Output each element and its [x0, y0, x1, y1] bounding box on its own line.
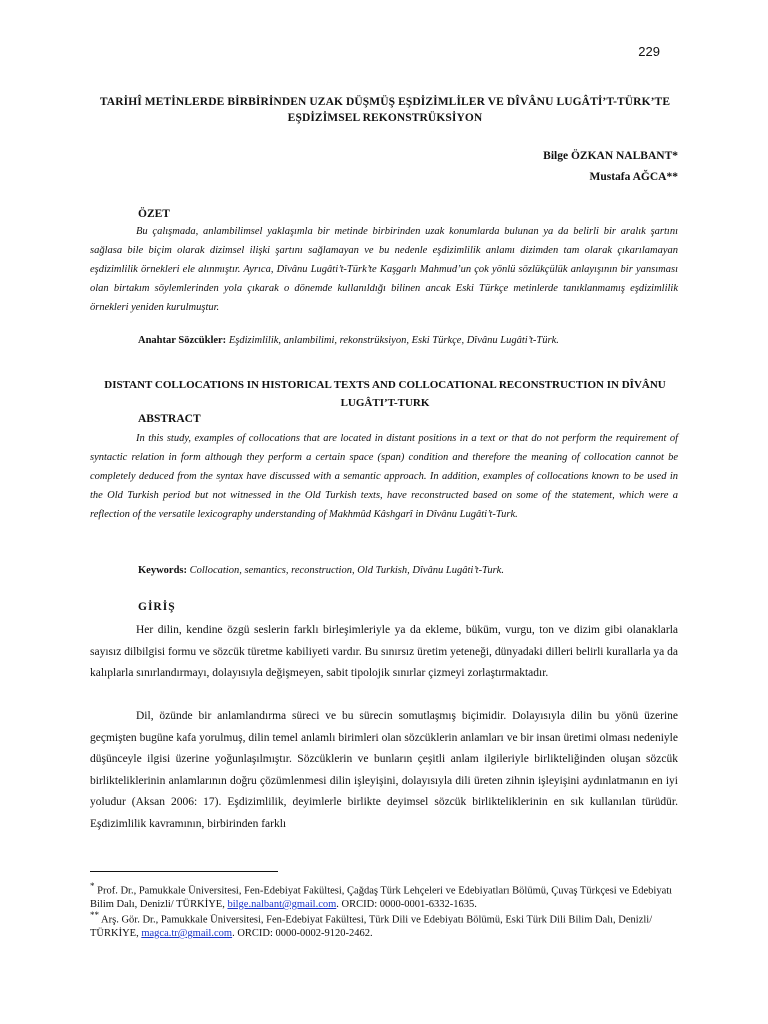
author-2: Mustafa AĞCA**: [589, 171, 678, 183]
abstract-heading: ABSTRACT: [138, 413, 201, 425]
ozet-keywords: [138, 335, 559, 346]
footnote-2-text: Arş. Gör. Dr., Pamukkale Üniversitesi, Fen-Edebiyat Fakültesi, Türk Dili ve Edebiyatı Bölümü, Eski Türk Dili Bilim Dalı, Denizli/ TÜRKİYE,: [90, 914, 653, 939]
abstract-keywords-text: Collocation, semantics, reconstruction, Old Turkish, Dîvânu Lugâti’t-Turk.: [189, 565, 504, 576]
ozet-keywords-text: Eşdizimlilik, anlambilimi, rekonstrüksiyon, Eski Türkçe, Dîvânu Lugâti’t-Türk.: [228, 335, 559, 346]
footnote-1-mark: *: [90, 881, 95, 891]
footnote-divider: [90, 871, 278, 872]
giris-paragraph-1: Her dilin, kendine özgü seslerin farklı birleşimleriyle ya da ekleme, büküm, vurgu, ton ve dizim gibi olanaklarla sayısız dilbilgisi formu ve sözcük türetme kabiliyeti vardır. Bu sınırsız üretim yeteneği, dünyadaki dilleri belirli kurallarla ya da kalıplarla sınırlandırmayı, dolayısıyla değişmeyen, sabit tipolojik sınırlar çizmeyi zorlaştırmaktadır.: [90, 624, 678, 679]
page-number: 229: [638, 44, 660, 59]
author-1: Bilge ÖZKAN NALBANT*: [543, 150, 678, 162]
footnote-2-orcid: . ORCID: 0000-0002-9120-2462.: [232, 928, 373, 939]
abstract-keywords-label: Keywords:: [138, 565, 187, 576]
footnote-1-text: Prof. Dr., Pamukkale Üniversitesi, Fen-Edebiyat Fakültesi, Çağdaş Türk Lehçeleri ve Edebiyatları Bölümü, Çuvaş Türkçesi ve Edebiyatı Bilim Dalı, Denizli/ TÜRKİYE,: [90, 885, 673, 910]
footnote-2-mark: **: [90, 910, 99, 920]
footnote-1: [90, 880, 678, 912]
ozet-text: Bu çalışmada, anlambilimsel yaklaşımla bir metinde birbirinden uzak konumlarda bulunan ya da belirli bir aralık şartını sağlasa bile biçim olarak dizimsel ilişki şartını sağlamayan ve bu nedenle eşdizimlilik anlamı dizimden tam olarak çıkarılamayan eşdizimlilik örnekleri ele alınmıştır. Ayrıca, Dîvânu Lugâti’t-Türk’te Kaşgarlı Mahmud’un çok yönlü sözlükçülük anlayışının bir yansıması olan birtakım söylemlerinden yola çıkarak o dönemde kullanıldığı bilinen ancak Eski Türkçe metinlerde tanıklanmamış eşdizimlilik örnekleri yeniden kurulmuştur.: [90, 226, 678, 313]
footnote-2-email-link[interactable]: magca.tr@gmail.com: [141, 928, 233, 939]
ozet-keywords-label: Anahtar Sözcükler:: [138, 335, 227, 346]
footnote-1-orcid: . ORCID: 0000-0001-6332-1635.: [336, 899, 477, 910]
footnote-2: [90, 909, 678, 941]
ozet-heading: ÖZET: [138, 208, 170, 220]
english-title: DISTANT COLLOCATIONS IN HISTORICAL TEXTS AND COLLOCATIONAL RECONSTRUCTION IN DÎVÂNU LUGÂTI’T-TURK: [104, 379, 666, 409]
article-title: TARİHÎ METİNLERDE BİRBİRİNDEN UZAK DÜŞMÜŞ EŞDİZİMLİLER VE DÎVÂNU LUGÂTİ’T-TÜRK’TE EŞDİZİMSEL REKONSTRÜKSİYON: [99, 96, 671, 124]
giris-heading: GİRİŞ: [138, 601, 176, 613]
abstract-keywords: [138, 565, 504, 576]
abstract-text: In this study, examples of collocations that are located in distant positions in a text or that do not perform the requirement of syntactic relation in form although they perform a certain space (span) condition and therefore the meaning of collocation cannot be completely deduced from the syntax have discussed with a semantic approach. In addition, examples of collocations known to be used in the Old Turkish period but not witnessed in the Old Turkish texts, have reconstructed based on some of the statement, which were a reflection of the versatile lexicography understanding of Makhmûd Kâshgarî in Dîvânu Lugâti’t-Turk.: [90, 433, 678, 520]
footnote-1-email-link[interactable]: bilge.nalbant@gmail.com: [227, 899, 337, 910]
giris-paragraph-2: Dil, özünde bir anlamlandırma süreci ve bu sürecin somutlaşmış biçimidir. Dolayısıyla dilin bu yönü üzerine geçmişten bugüne kafa yorulmuş, dilin temel anlamlı birimleri olan sözcüklerin anlamları ve bir insan üretimi olması nedeniyle düşünceyle ilgisi üzerine yoğunlaşılmıştır. Sözcüklerin ve bunların çeşitli anlam ilgileriyle birlikteliğinden oluşan sözcük birlikteliklerinin anlamlarının doğru çözümlenmesi dilin işleyişini, dolayısıyla dili üreten zihnin işleyişini aydınlatmanın en iyi yoludur (Aksan 2006: 17). Eşdizimlilik, deyimlerle birlikte deyimsel sözcük birlikteliklerinin en sık kullanılan türüdür. Eşdizimlilik kavramının, birbirinden farklı: [90, 710, 678, 830]
